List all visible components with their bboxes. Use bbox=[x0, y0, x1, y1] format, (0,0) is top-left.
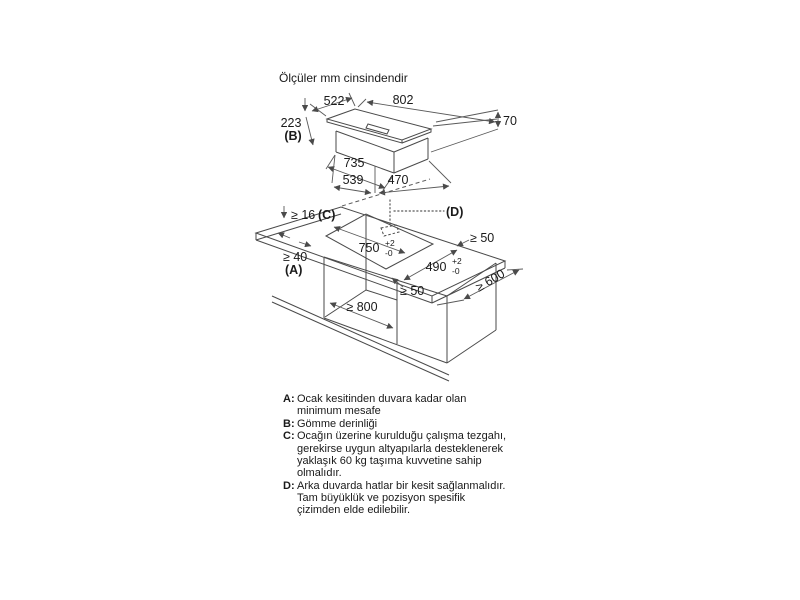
legend-letter-d: D: bbox=[283, 480, 295, 492]
legend-line: Ocağın üzerine kurulduğu çalışma tezgahı, bbox=[297, 430, 507, 442]
dim-223-label: 223 bbox=[280, 116, 302, 130]
dim-802-label: 802 bbox=[392, 93, 414, 107]
legend-line: Ocak kesitinden duvara kadar olan bbox=[297, 393, 467, 405]
legend bbox=[283, 393, 506, 516]
dim-thickness-c bbox=[284, 206, 335, 222]
legend-line: Gömme derinliği bbox=[297, 418, 378, 430]
dim-735-label: 735 bbox=[343, 156, 365, 170]
legend-line: olmalıdır. bbox=[297, 467, 342, 479]
legend-line: çizimden elde edilebilir. bbox=[297, 504, 411, 516]
dim-50-front-label: ≥ 50 bbox=[400, 284, 425, 298]
dim-802 bbox=[358, 93, 497, 126]
dim-c-ref: (C) bbox=[318, 208, 336, 222]
dim-800-label: ≥ 800 bbox=[346, 300, 378, 314]
vent-slot bbox=[366, 124, 389, 134]
dim-70-label: 70 bbox=[503, 114, 517, 128]
dim-522-label: 522 bbox=[323, 94, 345, 108]
legend-letter-b: B: bbox=[283, 418, 295, 430]
hob-top-surface bbox=[327, 109, 431, 140]
dim-490-label: 490 bbox=[425, 260, 447, 274]
dim-539-label: 539 bbox=[342, 173, 364, 187]
dim-470-label: 470 bbox=[387, 173, 409, 187]
dim-16-label: ≥ 16 bbox=[291, 208, 316, 222]
top-view-appliance bbox=[281, 93, 517, 193]
page-title: Ölçüler mm cinsindendir bbox=[279, 71, 408, 85]
legend-line: gerekirse uygun altyapılarla desteklenerek bbox=[297, 443, 504, 455]
dim-750-tol-upper: +2 bbox=[385, 238, 395, 248]
dim-490-tol-lower: -0 bbox=[452, 266, 460, 276]
legend-letter-a: A: bbox=[283, 393, 295, 405]
dim-223 bbox=[281, 98, 313, 145]
legend-line: minimum mesafe bbox=[297, 405, 381, 417]
dim-750-tol-lower: -0 bbox=[385, 248, 393, 258]
legend-letter-c: C: bbox=[283, 430, 295, 442]
dim-223-ref: (B) bbox=[284, 129, 302, 143]
dim-worktop-depth bbox=[437, 266, 523, 305]
dim-600-label: ≥ 600 bbox=[473, 266, 508, 295]
dim-d-ref: (D) bbox=[446, 205, 464, 219]
dim-side-clearance bbox=[457, 231, 494, 246]
dim-40-label: ≥ 40 bbox=[283, 250, 308, 264]
legend-line: Tam büyüklük ve pozisyon spesifik bbox=[297, 492, 466, 504]
dim-490-tol-upper: +2 bbox=[452, 256, 462, 266]
dim-70 bbox=[431, 110, 517, 152]
dim-522 bbox=[310, 93, 355, 116]
worktop-cutout bbox=[326, 214, 433, 269]
legend-line: yaklaşık 60 kg taşıma kuvvetine sahip bbox=[297, 455, 482, 467]
dim-cutout-width bbox=[334, 227, 405, 258]
dim-a-ref: (A) bbox=[285, 263, 303, 277]
dim-50-side-label: ≥ 50 bbox=[470, 231, 495, 245]
rear-wall-feature-d bbox=[381, 200, 463, 236]
dim-750-label: 750 bbox=[358, 241, 380, 255]
dim-wall-a bbox=[278, 233, 311, 277]
installation-view bbox=[256, 179, 523, 381]
legend-line: Arka duvarda hatlar bir kesit sağlanmalıdır. bbox=[297, 480, 506, 492]
